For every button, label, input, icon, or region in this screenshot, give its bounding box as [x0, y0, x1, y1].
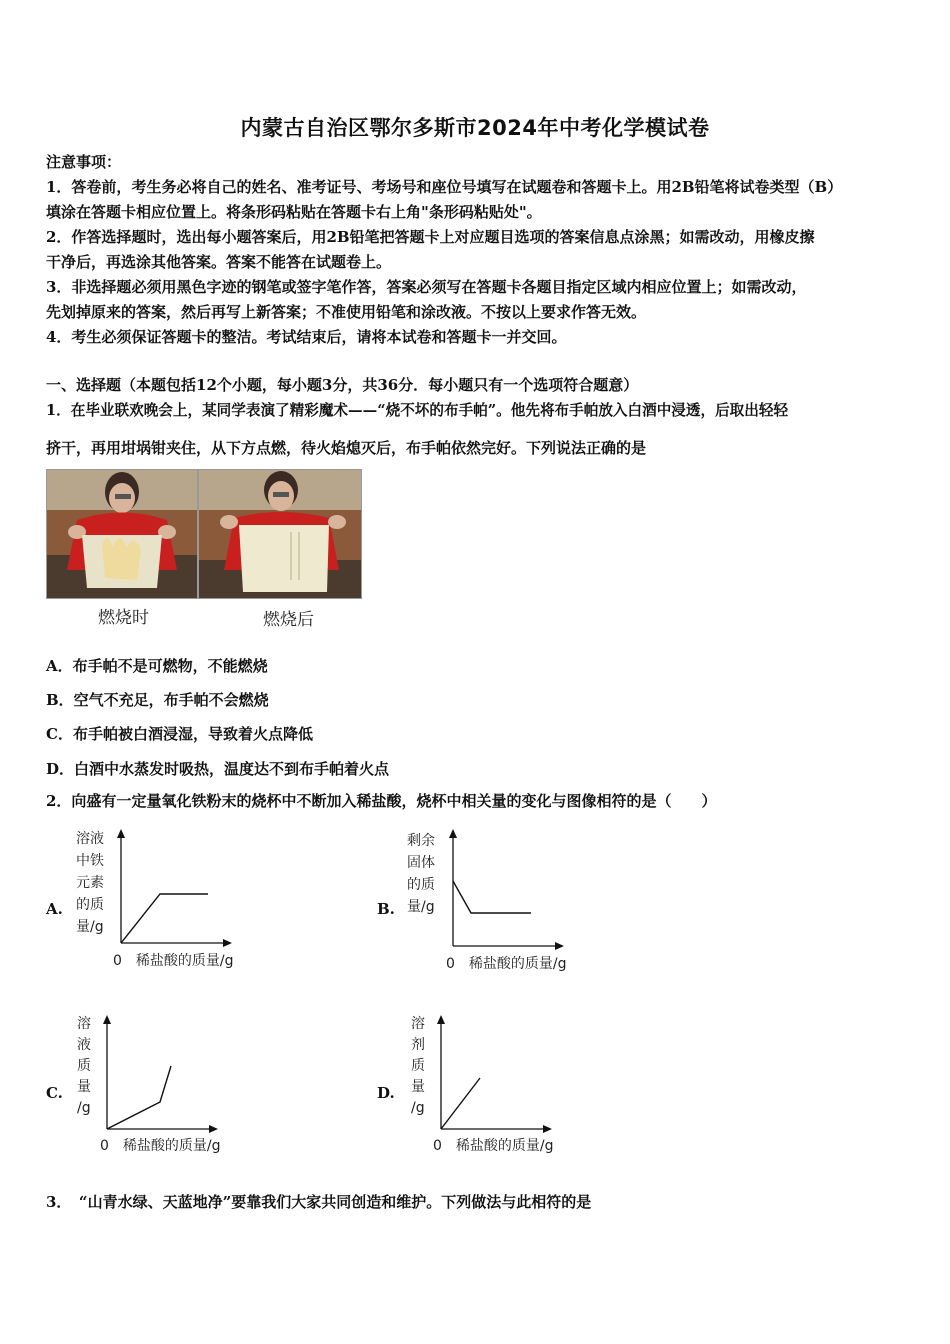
- graph-b-plot: [442, 828, 572, 950]
- notice-heading: 注意事项：: [46, 153, 122, 171]
- graph-c-plot: [96, 1014, 226, 1134]
- after-burning-photo: [198, 469, 362, 599]
- graph-a-letter: A.: [46, 900, 63, 918]
- graph-d-plot: [430, 1014, 560, 1134]
- graph-b-letter: B.: [377, 900, 395, 918]
- notice-line: 1．答卷前，考生务必将自己的姓名、准考证号、考场号和座位号填写在试题卷和答题卡上。用2B铅笔将试卷类型（B）: [46, 178, 843, 196]
- notice-line: 2．作答选择题时，选出每小题答案后，用2B铅笔把答题卡上对应题目选项的答案信息点涂黑；如需改动，用橡皮擦: [46, 228, 815, 246]
- q1-option-a: A．布手帕不是可燃物，不能燃烧: [46, 657, 268, 675]
- burning-photo: [46, 469, 198, 599]
- graph-a-plot: [110, 828, 240, 948]
- photo-caption-left: 燃烧时: [98, 608, 149, 628]
- notice-line: 先划掉原来的答案，然后再写上新答案；不准使用铅笔和涂改液。不按以上要求作答无效。: [46, 303, 647, 321]
- q1-stem-line2: 挤干，再用坩埚钳夹住，从下方点燃，待火焰熄灭后，布手帕依然完好。下列说法正确的是: [46, 439, 647, 457]
- graph-d-ylabel: 溶 剂 质 量 /g: [411, 1016, 425, 1116]
- q1-option-d: D．白酒中水蒸发时吸热，温度达不到布手帕着火点: [46, 760, 390, 778]
- notice-line: 干净后，再选涂其他答案。答案不能答在试题卷上。: [46, 253, 392, 271]
- notice-line: 4．考生必须保证答题卡的整洁。考试结束后，请将本试卷和答题卡一并交回。: [46, 328, 567, 346]
- graph-b-xlabel: 0 稀盐酸的质量/g: [446, 956, 567, 972]
- notice-line: 3．非选择题必须用黑色字迹的钢笔或签字笔作答，答案必须写在答题卡各题目指定区域内相应位置上；如需改动，: [46, 278, 807, 296]
- q1-option-b: B．空气不充足，布手帕不会燃烧: [46, 691, 269, 709]
- graph-a-xlabel: 0 稀盐酸的质量/g: [113, 953, 234, 969]
- graph-c-ylabel: 溶 液 质 量 /g: [77, 1016, 91, 1116]
- q1-option-c: C．布手帕被白酒浸湿，导致着火点降低: [46, 725, 313, 743]
- graph-c-letter: C.: [46, 1084, 63, 1102]
- q3-stem: 3． “山青水绿、天蓝地净”要靠我们大家共同创造和维护。下列做法与此相符的是: [46, 1193, 592, 1211]
- notice-line: 填涂在答题卡相应位置上。将条形码粘贴在答题卡右上角"条形码粘贴处"。: [46, 203, 542, 221]
- graph-a-ylabel: 溶液 中铁 元素 的质 量/g: [76, 831, 104, 935]
- page-title: 内蒙古自治区鄂尔多斯市2024年中考化学模试卷: [240, 116, 710, 140]
- photo-caption-right: 燃烧后: [263, 610, 314, 630]
- graph-d-xlabel: 0 稀盐酸的质量/g: [433, 1138, 554, 1154]
- graph-d-letter: D.: [377, 1084, 395, 1102]
- graph-b-ylabel: 剩余 固体 的质 量/g: [407, 833, 435, 915]
- graph-c-xlabel: 0 稀盐酸的质量/g: [100, 1138, 221, 1154]
- q2-stem: 2．向盛有一定量氧化铁粉末的烧杯中不断加入稀盐酸，烧杯中相关量的变化与图像相符的是（ ）: [46, 792, 717, 810]
- section-heading: 一、选择题（本题包括12个小题，每小题3分，共36分．每小题只有一个选项符合题意）: [46, 376, 639, 394]
- q1-stem-line1: 1．在毕业联欢晚会上，某同学表演了精彩魔术——“烧不坏的布手帕”。他先将布手帕放入白酒中浸透，后取出轻轻: [46, 402, 789, 419]
